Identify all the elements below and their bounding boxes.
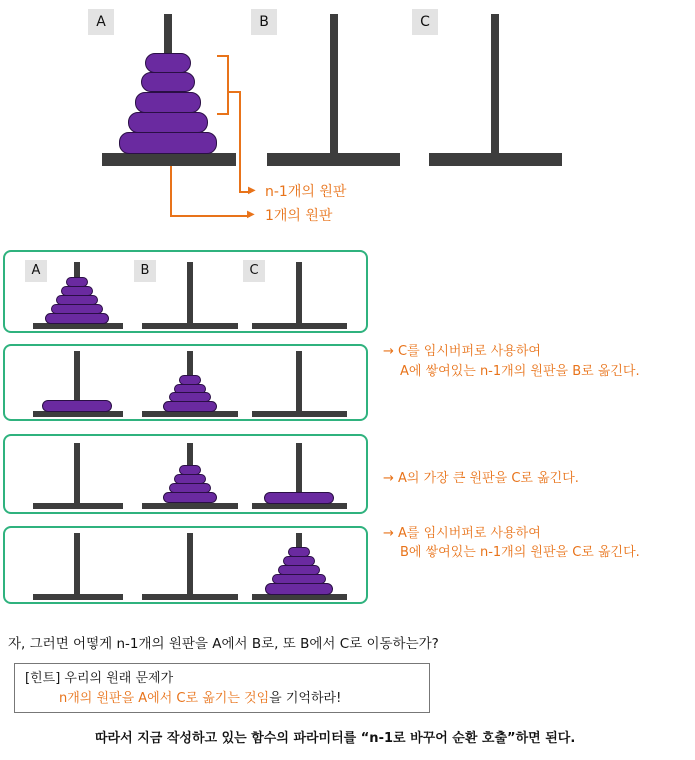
peg-label-b: B [251, 9, 277, 35]
peg-c-post [296, 262, 302, 325]
step3-line1: → A를 임시버퍼로 사용하여 [383, 526, 541, 541]
peg-b-base [142, 594, 238, 600]
peg-label-a: A [88, 9, 114, 35]
peg-a-base [102, 153, 236, 166]
peg-b-base [142, 503, 238, 509]
peg-b-post [187, 533, 193, 596]
disk-5 [42, 400, 112, 412]
peg-c-post [296, 351, 302, 413]
peg-b-post [330, 14, 338, 154]
step1-line2: A에 쌓여있는 n-1개의 원판을 B로 옮긴다. [400, 364, 640, 379]
step-panel-2 [3, 434, 368, 514]
hint-rest: 을 기억하라! [269, 691, 342, 706]
callout-line-2-vertical [170, 166, 172, 217]
callout-line-2-horizontal [170, 215, 250, 217]
callout-one: 1개의 원판 [265, 208, 333, 224]
disk-top-1 [145, 53, 191, 73]
conclusion-quoted: “n-1로 바꾸어 순환 호출” [360, 731, 516, 746]
question-text: 자, 그러면 어떻게 n-1개의 원판을 A에서 B로, 또 B에서 C로 이동하는가? [8, 636, 439, 652]
peg-a-base [33, 503, 123, 509]
step-panel-initial [3, 250, 368, 333]
conclusion-before: 따라서 지금 작성하고 있는 함수의 파라미터를 [95, 731, 361, 746]
callout-line-1-vertical [239, 91, 241, 193]
peg-c-base [252, 323, 347, 329]
peg-a-post [74, 533, 80, 596]
bracket-bottom [217, 113, 228, 115]
peg-c-base [252, 411, 347, 417]
peg-b-base [142, 323, 238, 329]
step-peg-label-a: A [25, 260, 47, 282]
hint-box [14, 663, 430, 713]
bracket-vertical [227, 55, 229, 115]
disk-5 [265, 583, 333, 595]
step-peg-label-b: B [134, 260, 156, 282]
step1-line1: → C를 임시버퍼로 사용하여 [383, 344, 541, 359]
conclusion-text [95, 729, 575, 749]
peg-b-post [187, 262, 193, 325]
hint-line2 [59, 689, 341, 708]
peg-c-post [491, 14, 499, 154]
disk-top-5 [119, 132, 217, 154]
step2-line1: → A의 가장 큰 원판을 C로 옮긴다. [383, 471, 579, 486]
conclusion-after: 하면 된다. [515, 731, 576, 746]
arrowhead-2: ▶ [247, 209, 255, 220]
disk-5 [45, 313, 109, 324]
arrowhead-1: ▶ [248, 185, 256, 196]
peg-label-c: C [412, 9, 438, 35]
step-peg-label-c: C [243, 260, 265, 282]
hint-highlight: n개의 원판을 A에서 C로 옮기는 것임 [59, 691, 270, 706]
peg-b-base [267, 153, 400, 166]
callout-n-minus-1: n-1개의 원판 [265, 184, 347, 200]
step-panel-3 [3, 526, 368, 604]
step3-line2: B에 쌓여있는 n-1개의 원판을 C로 옮긴다. [400, 545, 640, 560]
disk-top-4 [128, 112, 208, 133]
disk-4 [163, 401, 217, 412]
disk-4 [163, 492, 217, 503]
peg-a-post [74, 443, 80, 505]
peg-a-base [33, 594, 123, 600]
disk-top-3 [135, 92, 201, 113]
disk-top-2 [141, 72, 195, 92]
hint-line1: [힌트] 우리의 원래 문제가 [25, 671, 174, 686]
peg-c-base [429, 153, 562, 166]
disk-5 [264, 492, 334, 504]
step-panel-1 [3, 344, 368, 421]
